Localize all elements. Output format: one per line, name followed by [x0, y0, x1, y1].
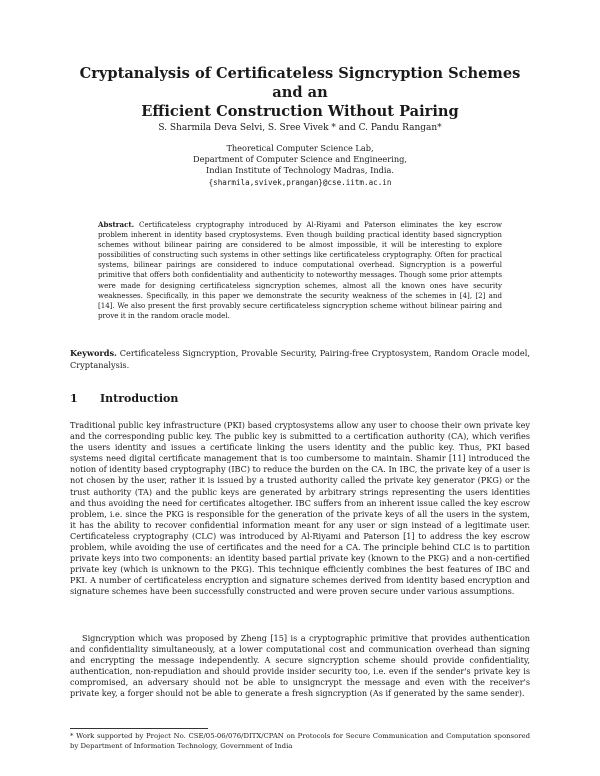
abstract	[98, 220, 502, 321]
affiliation-department: Department of Computer Science and Engineering,	[193, 154, 407, 165]
affiliation-institute: Indian Institute of Technology Madras, India.	[206, 165, 394, 176]
section-title: Introduction	[100, 392, 179, 405]
affiliation-lab: Theoretical Computer Science Lab,	[226, 143, 374, 153]
abstract-text: Certificateless cryptography introduced by Al-Riyami and Paterson eliminates the key escrow problem inherent in identity based cryptosystems. Even though building practical identity based signcryption schemes without bilinear pairing are considered to be almost impossible, it will be interesting to explore possibilities of constructing such systems in other settings like certificateless cryptography. Often for practical systems, bilinear pairings are considered to induce computational overhead. Signcryption is a powerful primitive that offers both confidentiality and authenticity to noteworthy messages. Though some prior attempts were made for designing certificateless signcryption schemes, almost all the known ones have security weaknesses. Specifically, in this paper we demonstrate the security weakness of the schemes in [4], [2] and [14]. We also present the first provably secure certificateless signcryption scheme without bilinear pairing and prove it in the random oracle model.	[98, 220, 502, 320]
affiliation	[70, 143, 530, 188]
title-line-2: Efficient Construction Without Pairing	[141, 103, 459, 120]
keywords-text: Certificateless Signcryption, Provable Security, Pairing-free Cryptosystem, Random Oracle model, Cryptanalysis.	[70, 348, 530, 370]
footnote: * Work supported by Project No. CSE/05-06/076/DITX/CPAN on Protocols for Secure Communication and Computation sponsored by Department of Information Technology, Government of India	[70, 732, 530, 750]
section-number: 1	[70, 392, 78, 405]
affiliation-email: {sharmila,svivek,prangan}@cse.iitm.ac.in	[208, 177, 392, 187]
intro-paragraph-2: Signcryption which was proposed by Zheng [15] is a cryptographic primitive that provides authentication and confidentiality simultaneously, at a lower computational cost and communication overhead than signing and encrypting the message independently. A secure signcryption scheme should provide confidentiality, authentication, non-repudiation and should provide insider security too, i.e. even if the sender's private key is compromised, an adversary should not be able to unsigncrypt the message and even with the receiver's private key, a forger should not be able to generate a fresh signcryption (As if generated by the same sender).	[70, 633, 530, 699]
keywords	[70, 347, 530, 371]
intro-paragraph-1: Traditional public key infrastructure (PKI) based cryptosystems allow any user to choose their own private key and the corresponding public key. The public key is submitted to a certification authority (CA), which verifies the users identity and issues a certificate linking the users identity and the public key. Thus, PKI based systems need digital certificate management that is too cumbersome to maintain. Shamir [11] introduced the notion of identity based cryptography (IBC) to reduce the burden on the CA. In IBC, the private key of a user is not chosen by the user, rather it is issued by a trusted authority called the private key generator (PKG) or the trust authority (TA) and the public keys are generated by arbitrary strings representing the users identities and thus avoiding the need for certificates altogether. IBC suffers from an inherent issue called the key escrow problem, i.e. since the PKG is responsible for the generation of the private keys of all the users in the system, it has the ability to recover confidential information meant for any user or sign instead of a legitimate user. Certificateless cryptography (CLC) was introduced by Al-Riyami and Paterson [1] to address the key escrow problem, while avoiding the use of certificates and the need for a CA. The principle behind CLC is to partition private keys into two components: an identity based partial private key (known to the PKG) and a non-certified private key (which is unknown to the PKG). This technique efficiently combines the best features of IBC and PKI. A number of certificateless encryption and signature schemes derived from identity based encryption and signature schemes have been successfully constructed and were proven secure under various assumptions.	[70, 420, 530, 597]
abstract-label: Abstract.	[98, 220, 135, 229]
section-heading-introduction	[70, 392, 530, 405]
footnote-divider	[70, 728, 208, 729]
author-list: S. Sharmila Deva Selvi, S. Sree Vivek * and C. Pandu Rangan*	[158, 123, 442, 133]
keywords-label: Keywords.	[70, 348, 117, 358]
title-line-1: Cryptanalysis of Certificateless Signcryption Schemes and an	[79, 65, 521, 101]
paper-title	[70, 64, 530, 121]
